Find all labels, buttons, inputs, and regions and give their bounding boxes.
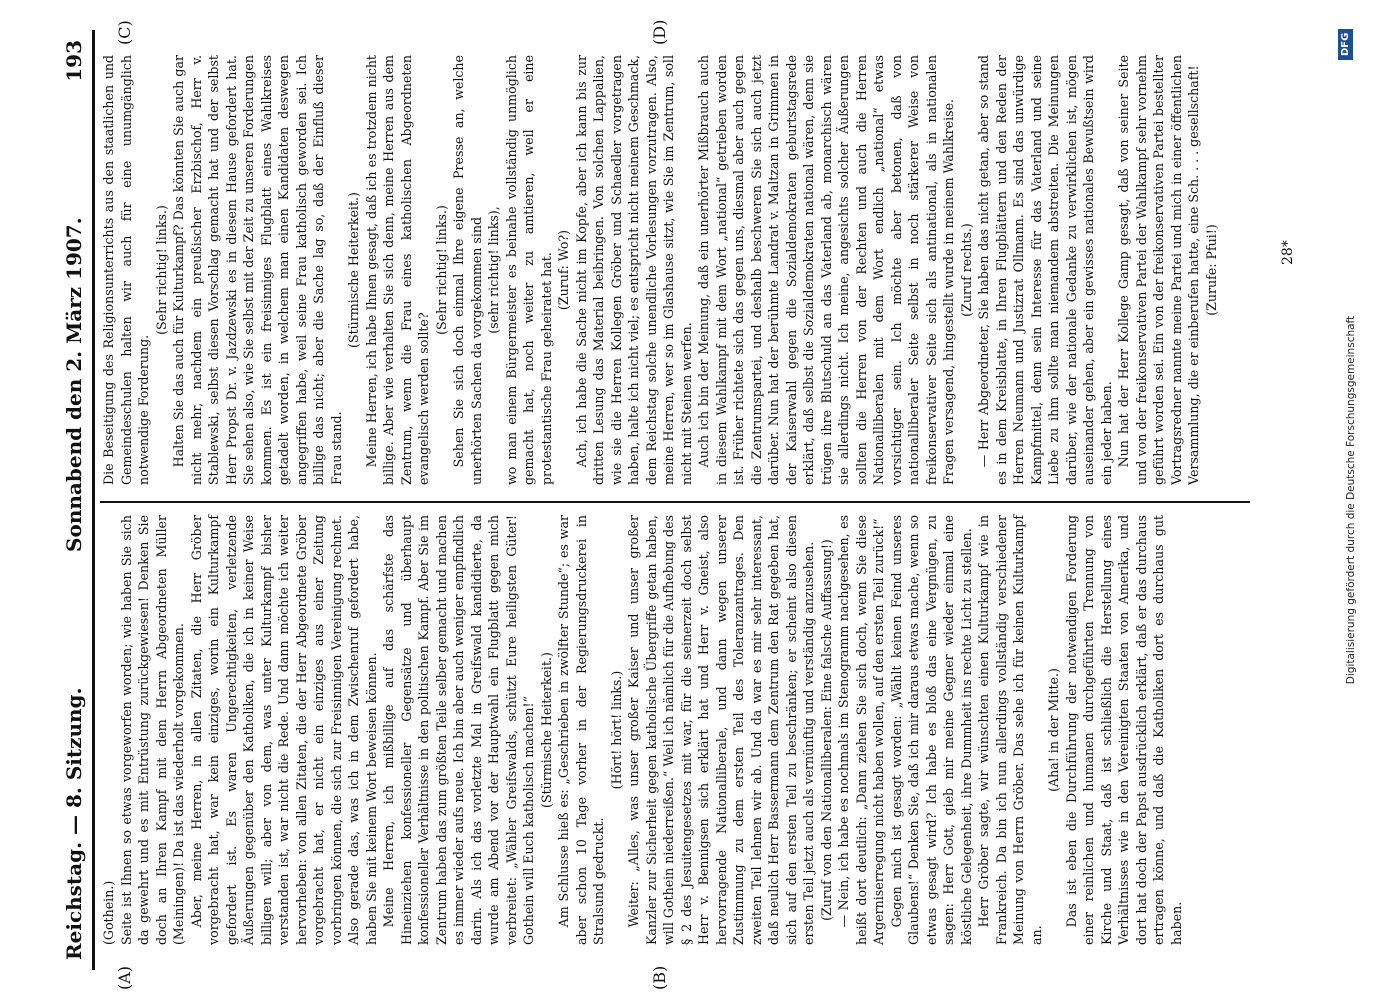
paragraph: Auch ich bin der Meinung, daß ein unerhörter Mißbrauch auch in diesem Wahlkampf mit dem Wort „national“ getrieben worden ist. Früher richtete sich das gegen uns, diesmal aber auch gegen die Zentrumspartei, und deshalb beschweren Sie sich auch jetzt darüber. Nun hat der berühmte Landrat v. Maltzan in Grimmen in der Kaiserwahl gegen die Sozialdemokraten geburtstagsrede erklärt, daß selbst die Sozialdemokraten national wären, denn sie trügen ihre Blutschuld an das Vaterland ab, monarchisch wären sie allerdings nicht. Ich meine, angesichts solcher Äußerungen sollten die Herren von der Rechten und auch die Herren Nationalliberalen mit dem Wort endlich „national“ etwas vorsichtiger sein. Ich möchte aber betonen, daß von nationalliberaler Seite selbst in noch stärkerer Weise von freikonservativer Seite sich als antinational, als in nationalen Fragen versagend, hingestellt wurde in meinem Wahlkreise. xyxy=(696,55,956,485)
margin-letter-a: (A) xyxy=(115,965,134,990)
paragraph: wo man einem Bürgermeister es beinahe vollständig unmöglich gemacht hat, noch weiter zu amtieren, weil er eine protestantische Frau geheiratet hat. xyxy=(503,55,554,485)
paragraph: Meine Herren, ich mißbillige auf das schärfste das Hineinziehen konfessioneller Gegensätze und überhaupt konfessioneller Verhältnisse in den politischen Kampf. Aber Sie im Zentrum haben das zum größten Teile selber gemacht und machen es immer wieder aufs neue. Ich bin aber auch weniger empfindlich darin. Als ich das vorletzte Mal in Greifswald kandidierte, da wurde am Abend vor der Hauptwahl ein Flugblatt gegen mich verbreitet: „Wähler Greifswalds, schützt Eure heiligsten Güter! Gothein will Euch katholisch machen!“ xyxy=(381,515,536,945)
interjection: (Zuruf: Wo?) xyxy=(556,229,571,311)
paragraph: Meine Herren, ich habe Ihnen gesagt, daß ich es trotzdem nicht billige. Aber wie verhalten Sie sich denn, meine Herren aus dem Zentrum, wenn die Frau eines katholischen Abgeordneten evangelisch werden sollte? xyxy=(363,55,431,485)
margin-letter-b: (B) xyxy=(650,965,669,990)
interjection: (Stürmische Heiterkeit.) xyxy=(538,652,554,808)
header-left: Reichstag. — 8. Sitzung. xyxy=(62,687,86,960)
paragraph: (Gothein.) xyxy=(101,880,116,945)
paragraph: Das ist eben die Durchführung der notwendigen Forderung einer reinlichen und humanen durchgeführten Trennung von Kirche und Staat, daß ist schließlich die Herstellung eines Verhältnisses wie in den Vereinigten Staaten von Amerika, und dort hat doch der Papst ausdrücklich erklärt, daß er das durchaus ertragen könne, und daß die Katholiken dort es durchaus gut haben. xyxy=(1063,515,1184,945)
interjection: (Sehr richtig! links.) xyxy=(433,205,449,335)
paragraph: Gegen mich ist gesagt worden: „Wählt keinen Feind unseres Glaubens!“ Denken Sie, daß ich mir daraus etwas mache, wenn so etwas gesagt wird? Ich habe es bloß das eine Vergnügen, zu sagen: Herr Gott, gieb mir meine Gegner wieder einmal eine köstliche Gelegenheit, ihre Dummheit ins rechte Licht zu stellen. xyxy=(888,515,974,945)
interjection: (Hört! hört! links.) xyxy=(608,670,624,790)
paragraph: Aber, meine Herren, in allen Zitaten, die Herr Gröber vorgebracht hat, war kein einziges, worin ein Kulturkampf gefordert ist. Es waren Ungerechtigkeiten, verletzende Äußerungen gegenüber den Katholiken, die ich in keiner Weise billigen will; aber von dem, was unter Kulturkampf bisher verstanden ist, war nicht die Rede. Und dann möchte ich weiter hervorheben: von allen Zitaten, die der Herr Abgeordnete Gröber vorgebracht hat, er nicht ein einziges aus einer Zeitung vorbringen können, die sich zur Freisinnigen Vereinigung rechnet. Also gerade das, was ich in dem Zwischenruf gefordert habe, haben Sie mit keinem Wort beweisen können. xyxy=(188,515,379,945)
dfg-logo: DFG xyxy=(1338,29,1353,60)
paragraph: Ach, ich habe die Sache nicht im Kopfe, aber ich kann bis zur dritten Lesung das Material beibringen. Von solchen Lappalien, wie sie die Herren Kollegen Gröber und Schaedler vorgetragen haben, halte ich nicht viel; es entspricht nicht meinem Geschmack, dem Reichstag solche unendliche Vorlesungen vorzutragen. Also, meine Herren, wer so im Glashause sitzt, wie Sie im Zentrum, soll nicht mit Steinen werfen. xyxy=(573,55,694,485)
page-number: 193 xyxy=(62,40,86,82)
column-divider xyxy=(100,501,1250,503)
paragraph: Am Schlusse hieß es: „Geschrieben in zwölfter Stunde“; es war aber schon 10 Tage vorher in der Regierungsdruckerei in Stralsund gedruckt. xyxy=(556,515,606,945)
page-header xyxy=(50,40,86,960)
paragraph: Halten Sie das auch für Kulturkampf? Das könnten Sie auch gar nicht mehr, nachdem ein preußischer Erzbischof, Herr v. Stablewski, selbst diesen Vorschlag gemacht hat und der selbst Herr Propst Dr. v. Jazdzewski es in diesem Hause gefordert hat. Sie sehen also, wie Sie selbst mit der Zeit zu unseren Forderungen kommen. Es ist ein freisinniges Flugblatt eines Wahlkreises getadelt worden, in welchem man einen Kandidaten deswegen angegriffen habe, weil seine Frau katholisch geworden sei. Ich billige das nicht; aber die Sache lag so, daß der Einfluß dieser Frau stand. xyxy=(171,55,344,485)
paragraph: Nun hat der Herr Kollege Gamp gesagt, daß von seiner Seite und von der freikonservativen Partei der Wahlkampf sehr vornehm geführt worden sei. Ein von der freikonservativen Partei bestellter Vortragsredner nannte meine Partei und mich in einer öffentlichen Versammlung, die er einberufen hatte, eine Sch. . . . gesellschaft! xyxy=(1116,55,1201,485)
digitization-credit: Digitalisierung gefördert durch die Deutsche Forschungsgemeinschaft xyxy=(1345,315,1357,685)
interjection: (Stürmische Heiterkeit.) xyxy=(346,192,361,348)
margin-letter-c: (C) xyxy=(115,20,134,45)
left-column xyxy=(100,515,1185,945)
paragraph: Seite ist Ihnen so etwas vorgeworfen worden; wie haben Sie sich da gewehrt und es mit Entrüstung zurückgewiesen! Denken Sie doch an Ihren Kampf mit dem Herrn Abgeordneten Müller (Meiningen)! Da ist das wiederholt vorgekommen. xyxy=(118,515,186,945)
header-rule xyxy=(92,30,95,970)
paragraph: Weiter: „Alles, was unser großer Kaiser und unser großer Kanzler zur Sicherheit gegen katholische Übergriffe getan haben, will Gothein niederreißen.“ Weil ich nämlich für die Aufhebung des § 2 des Jesuitengesetzes mit war, für die seinerzeit doch selbst Herr v. Bennigsen sich erklärt hat und Herr v. Gneist, also hervorragende Nationalliberale, und dann wegen unserer Zustimmung zu dem ersten Teil des Toleranzantrages. Den zweiten Teil lehnen wir ab. Und da war es mir sehr interessant, daß neulich Herr Bassermann dem Zentrum den Rat gegeben hat, sich auf den ersten Teil zu beschränken; er scheint also diesen ersten Teil jetzt auch als vernünftig und verständig anzusehen. xyxy=(626,515,816,945)
interjection: (Zurufe: Pfui!) xyxy=(1203,224,1219,316)
header-date: Sonnabend den 2. März 1907. xyxy=(62,217,86,552)
paragraph: — Nein, ich habe es nochmals im Stenogramm nachgesehen, es heißt dort deutlich: „Dann ziehen Sie sich doch, wenn Sie diese Argerniserregung nicht haben wollen, auf den ersten Teil zurück!“ xyxy=(836,515,886,945)
interjection: (Zuruf von den Nationalliberalen: Eine falsche Auffassung!) xyxy=(818,539,834,921)
interjection: (sehr richtig! links), xyxy=(486,206,501,334)
margin-letter-d: (D) xyxy=(650,19,669,45)
interjection: (Sehr richtig! links.) xyxy=(153,205,169,335)
paragraph: — Herr Abgeordneter, Sie haben das nicht getan, aber so stand es in dem Kreisblatte, in Ihren Flugblättern und den Reden der Herren Neumann und Justizrat Ollmann. Es sind das unwürdige Kampfmittel, denn sein Interesse für das Vaterland und seine Liebe zu ihm sollte man niemandem abstreiten. Die Meinungen darüber, wie der nationale Gedanke zu verwirklichen ist, mögen auseinander gehen, aber ein gewisses nationales Bewußtsein wird ein jeder haben. xyxy=(976,55,1114,485)
interjection: (Aha! in der Mitte.) xyxy=(1046,668,1061,792)
paragraph: Herr Gröber sagte, wir wünschten einen Kulturkampf wie in Frankreich. Da bin ich nun allerdings vollständig verschiedener Meinung von Herrn Gröber. Das sehe ich für keinen Kulturkampf an. xyxy=(976,515,1044,945)
interjection: (Zuruf rechts.) xyxy=(958,223,974,317)
right-column xyxy=(100,55,1220,485)
paragraph: Die Beseitigung des Religionsunterrichts aus den staatlichen und Gemeindeschulen halten wir auch für eine unumgänglich notwendige Forderung. xyxy=(101,55,151,485)
signature-mark: 28* xyxy=(1280,240,1296,265)
paragraph: Sehen Sie sich doch einmal Ihre eigene Presse an, welche unerhörten Sachen da vorgekommen sind xyxy=(451,55,484,485)
